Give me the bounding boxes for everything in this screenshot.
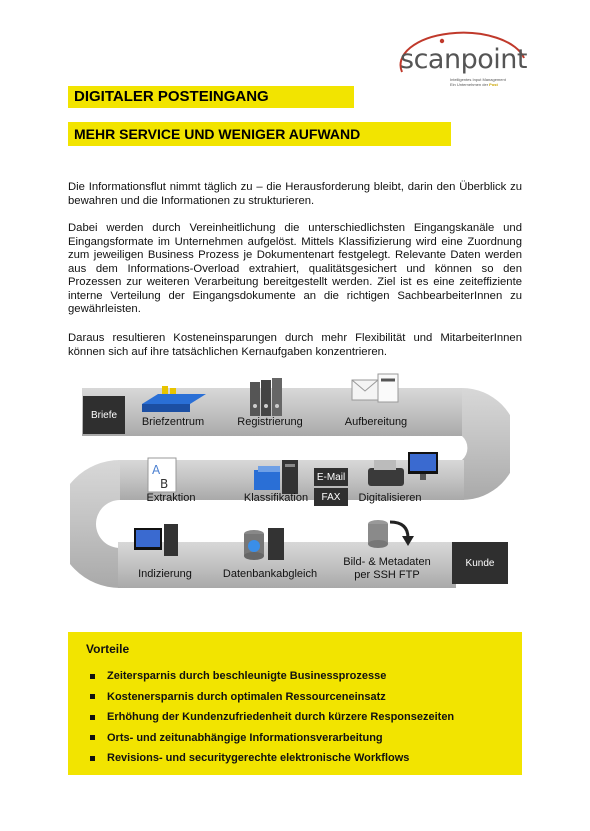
start-briefe-box: Briefe [83, 396, 125, 434]
scanner-icon [366, 448, 442, 492]
process-diagram [70, 370, 510, 620]
list-item-text: Kostenersparnis durch optimalen Ressourceneinsatz [107, 690, 386, 703]
logo-tagline-line1: Intelligentes Input Management [450, 77, 506, 82]
bullet-icon [90, 756, 95, 761]
database-icon [240, 524, 290, 564]
end-kunde-box: Kunde [452, 542, 508, 584]
sorting-machine-icon [140, 382, 210, 416]
logo-tagline-text: Ein Unternehmen der [450, 82, 489, 87]
body-paragraph: Dabei werden durch Vereinheitlichung die unterschiedlichsten Eingangskanäle und Eingangsformate im Unternehmen aufgelöst. Mittels Klassifizierung wird eine Zuordnung zum jeweiligen Business Prozess je Dokumentenart festgelegt. Relevante Daten werden aus dem Informations-Overload extrahiert, qualitätsgesichert und können so den Prozessen zur weiteren Verarbeitung bereitgestellt werden. Ziel ist es eine zeiteffiziente interne Verteilung der Eingangsdokumente an die richtigen SachbearbeiterInnen zu gewährleisten. [68, 222, 522, 315]
step-indizierung: Indizierung [138, 568, 192, 580]
data-transfer-icon [364, 514, 420, 554]
list-item [90, 707, 454, 728]
step-briefzentrum: Briefzentrum [141, 416, 205, 428]
list-item-text: Orts- und zeitunabhängige Informationsverarbeitung [107, 731, 383, 744]
step-aufbereitung: Aufbereitung [344, 416, 408, 428]
step-extraktion: Extraktion [146, 492, 196, 504]
step-registrierung: Registrierung [237, 416, 303, 428]
logo-post-text: Post [489, 82, 498, 87]
vorteile-list [90, 666, 454, 769]
svg-text:B: B [160, 477, 169, 491]
bullet-icon [90, 715, 95, 720]
fax-box: FAX [314, 488, 348, 506]
vorteile-title: Vorteile [86, 642, 130, 656]
list-item-text: Zeitersparnis durch beschleunigte Businessprozesse [107, 670, 387, 683]
monitor-icon [132, 522, 184, 562]
page-title: DIGITALER POSTEINGANG [68, 86, 354, 108]
logo-wordmark: scanpoint [400, 44, 527, 75]
envelopes-icon [346, 370, 406, 418]
bullet-icon [90, 674, 95, 679]
step-bild-metadaten [332, 556, 442, 582]
logo-tagline-line2 [450, 82, 530, 87]
bullet-icon [90, 694, 95, 699]
bullet-icon [90, 735, 95, 740]
list-item [90, 728, 454, 749]
list-item [90, 666, 454, 687]
list-item [90, 748, 454, 769]
page-subtitle: MEHR SERVICE UND WENIGER AUFWAND [68, 122, 451, 146]
server-icon [252, 456, 308, 496]
step-datenbankabgleich: Datenbankabgleich [222, 568, 318, 580]
conclusion-paragraph: Daraus resultieren Kosteneinsparungen durch mehr Flexibilität und MitarbeiterInnen können sich auf ihre tatsächlichen Kernaufgaben konzentrieren. [68, 332, 522, 358]
step-digitalisieren: Digitalisieren [358, 492, 422, 504]
step-bild-metadaten-line1: Bild- & Metadaten [343, 556, 431, 568]
intro-paragraph: Die Informationsflut nimmt täglich zu – die Herausforderung bleibt, darin den Überblick zu bewahren und die Informationen zu strukturieren. [68, 181, 522, 207]
step-klassifikation: Klassifikation [243, 492, 309, 504]
svg-text:A: A [152, 463, 161, 477]
list-item [90, 687, 454, 708]
list-item-text: Revisions- und securitygerechte elektronische Workflows [107, 752, 410, 765]
list-item-text: Erhöhung der Kundenzufriedenheit durch kürzere Responsezeiten [107, 711, 455, 724]
binders-icon [248, 376, 288, 420]
document-ab-icon [144, 454, 184, 494]
logo-tagline [450, 77, 530, 87]
vorteile-box [68, 632, 522, 775]
step-bild-metadaten-line2: per SSH FTP [354, 569, 420, 581]
email-box: E-Mail [314, 468, 348, 486]
